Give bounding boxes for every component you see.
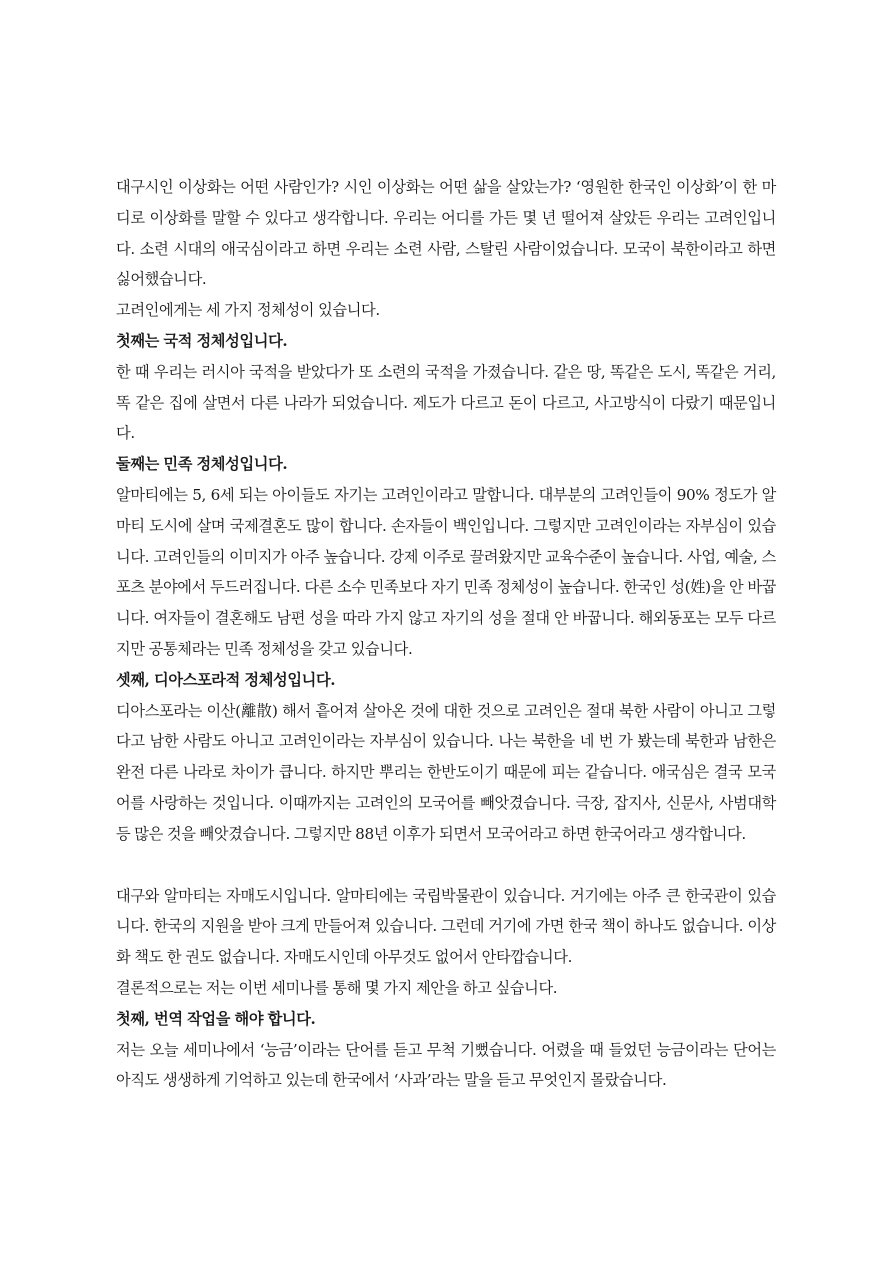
- heading-translation: 첫째, 번역 작업을 해야 합니다.: [116, 1009, 316, 1028]
- heading-diaspora-identity: 셋째, 디아스포라적 정체성입니다.: [116, 670, 336, 689]
- document-body: [116, 172, 776, 1096]
- paragraph-ethnic: 알마티에는 5, 6세 되는 아이들도 자기는 고려인이라고 말합니다. 대부분의 고려인들이 90% 정도가 알마티 도시에 살며 국제결혼도 많이 합니다. 손자들이 백인입니다. 그렇지만 고려인이라는 자부심이 있습니다. 고려인들의 이미지가 아주 높습니다. 강제 이주로 끌려왔지만 교육수준이 높습니다. 사업, 예술, 스포츠 분야에서 두드러집니다. 다른 소수 민족보다 자기 민족 정체성이 높습니다. 한국인 성(姓)을 안 바꿉니다. 여자들이 결혼해도 남편 성을 따라 가지 않고 자기의 성을 절대 안 바꿉니다. 해외동포는 모두 다르지만 공통체라는 민족 정체성을 갖고 있습니다.: [116, 485, 776, 658]
- paragraph-intro: 대구시인 이상화는 어떤 사람인가? 시인 이상화는 어떤 삶을 살았는가? ‘영원한 한국인 이상화’이 한 마디로 이상화를 말할 수 있다고 생각합니다. 우리는 어디를 가든 몇 년 떨어져 살았든 우리는 고려인입니다. 소련 시대의 애국심이라고 하면 우리는 소련 사람, 스탈린 사람이었습니다. 모국이 북한이라고 하면 싫어했습니다.: [116, 178, 776, 289]
- paragraph-translation: 저는 오늘 세미나에서 ‘능금’이라는 단어를 듣고 무척 기뻤습니다. 어렸을 때 들었던 능금이라는 단어는 아직도 생생하게 기억하고 있는데 한국에서 ‘사과’라는 말을 듣고 무엇인지 몰랐습니다.: [116, 1040, 776, 1090]
- paragraph-gap: [116, 850, 776, 881]
- paragraph-diaspora: 디아스포라는 이산(離散) 해서 흩어져 살아온 것에 대한 것으로 고려인은 절대 북한 사람이 아니고 그렇다고 남한 사람도 아니고 고려인이라는 자부심이 있습니다. 나는 북한을 네 번 가 봤는데 북한과 남한은 완전 다른 나라로 차이가 큽니다. 하지만 뿌리는 한반도이기 때문에 피는 같습니다. 애국심은 결국 모국어를 사랑하는 것입니다. 이때까지는 고려인의 모국어를 빼앗겼습니다. 극장, 잡지사, 신문사, 사범대학 등 많은 것을 빼앗겼습니다. 그렇지만 88년 이후가 되면서 모국어라고 하면 한국어라고 생각합니다.: [116, 701, 776, 843]
- paragraph-nationality: 한 때 우리는 러시아 국적을 받았다가 또 소련의 국적을 가졌습니다. 같은 땅, 똑같은 도시, 똑같은 거리, 똑 같은 집에 살면서 다른 나라가 되었습니다. 제도가 다르고 돈이 다르고, 사고방식이 다랐기 때문입니다.: [116, 362, 776, 443]
- paragraph-conclusion: 결론적으로는 저는 이번 세미나를 통해 몇 가지 제안을 하고 싶습니다.: [116, 978, 558, 997]
- paragraph-three-identities: 고려인에게는 세 가지 정체성이 있습니다.: [116, 301, 380, 320]
- heading-nationality-identity: 첫째는 국적 정체성입니다.: [116, 331, 288, 350]
- paragraph-sister-cities: 대구와 알마티는 자매도시입니다. 알마티에는 국립박물관이 있습니다. 거기에는 아주 큰 한국관이 있습니다. 한국의 지원을 받아 크게 만들어져 있습니다. 그런데 거기에 가면 한국 책이 하나도 없습니다. 이상화 책도 한 권도 없습니다. 자매도시인데 아무것도 없어서 안타깝습니다.: [116, 886, 776, 967]
- heading-ethnic-identity: 둘째는 민족 정체성입니다.: [116, 455, 288, 474]
